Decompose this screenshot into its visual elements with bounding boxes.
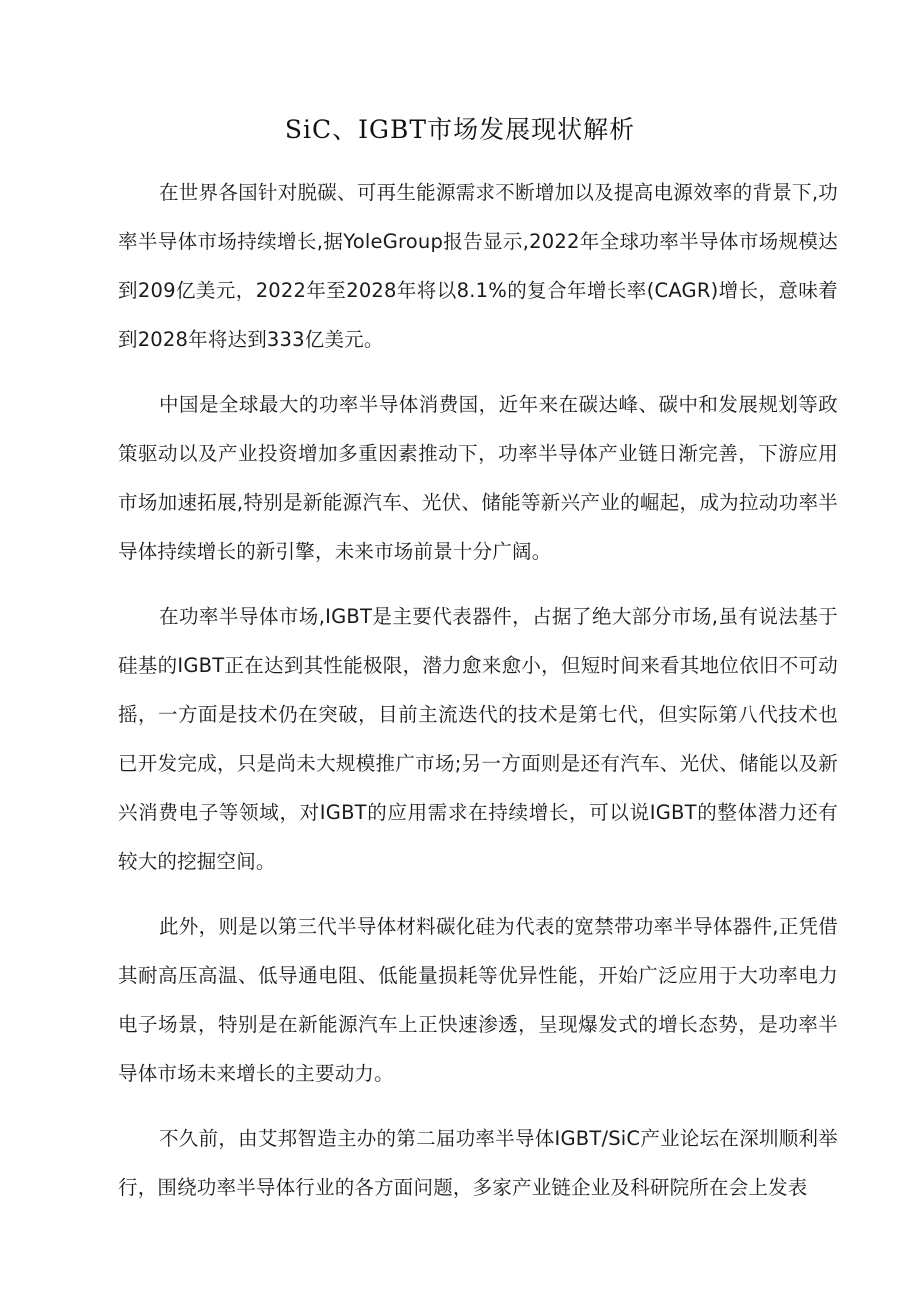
paragraph-market-growth: 在世界各国针对脱碳、可再生能源需求不断增加以及提高电源效率的背景下,功率半导体市场持续增长,据YoleGroup报告显示,2022年全球功率半导体市场规模达到209亿美元，2022年至2028年将以8.1%的复合年增长率(CAGR)增长，意味着到2028年将达到333亿美元。: [118, 181, 838, 351]
paragraph-china-market: 中国是全球最大的功率半导体消费国，近年来在碳达峰、碳中和发展规划等政策驱动以及产业投资增加多重因素推动下，功率半导体产业链日渐完善，下游应用市场加速拓展,特别是新能源汽车、光伏、储能等新兴产业的崛起，成为拉动功率半导体持续增长的新引擎，未来市场前景十分广阔。: [118, 393, 838, 563]
document-body: [118, 168, 838, 1228]
paragraph-igbt: 在功率半导体市场,IGBT是主要代表器件，占据了绝大部分市场,虽有说法基于硅基的IGBT正在达到其性能极限，潜力愈来愈小，但短时间来看其地位依旧不可动摇，一方面是技术仍在突破，目前主流迭代的技术是第七代，但实际第八代技术也已开发完成，只是尚未大规模推广市场;另一方面则是还有汽车、光伏、储能以及新兴消费电子等领域，对IGBT的应用需求在持续增长，可以说IGBT的整体潜力还有较大的挖掘空间。: [118, 605, 838, 873]
paragraph-forum: 不久前，由艾邦智造主办的第二届功率半导体IGBT/SiC产业论坛在深圳顺利举行，围绕功率半导体行业的各方面问题，多家产业链企业及科研院所在会上发表: [118, 1127, 838, 1199]
page-title: SiC、IGBT市场发展现状解析: [284, 115, 636, 144]
paragraph-sic: 此外，则是以第三代半导体材料碳化硅为代表的宽禁带功率半导体器件,正凭借其耐高压高温、低导通电阻、低能量损耗等优异性能，开始广泛应用于大功率电力电子场景，特别是在新能源汽车上正快速渗透，呈现爆发式的增长态势，是功率半导体市场未来增长的主要动力。: [118, 915, 838, 1085]
